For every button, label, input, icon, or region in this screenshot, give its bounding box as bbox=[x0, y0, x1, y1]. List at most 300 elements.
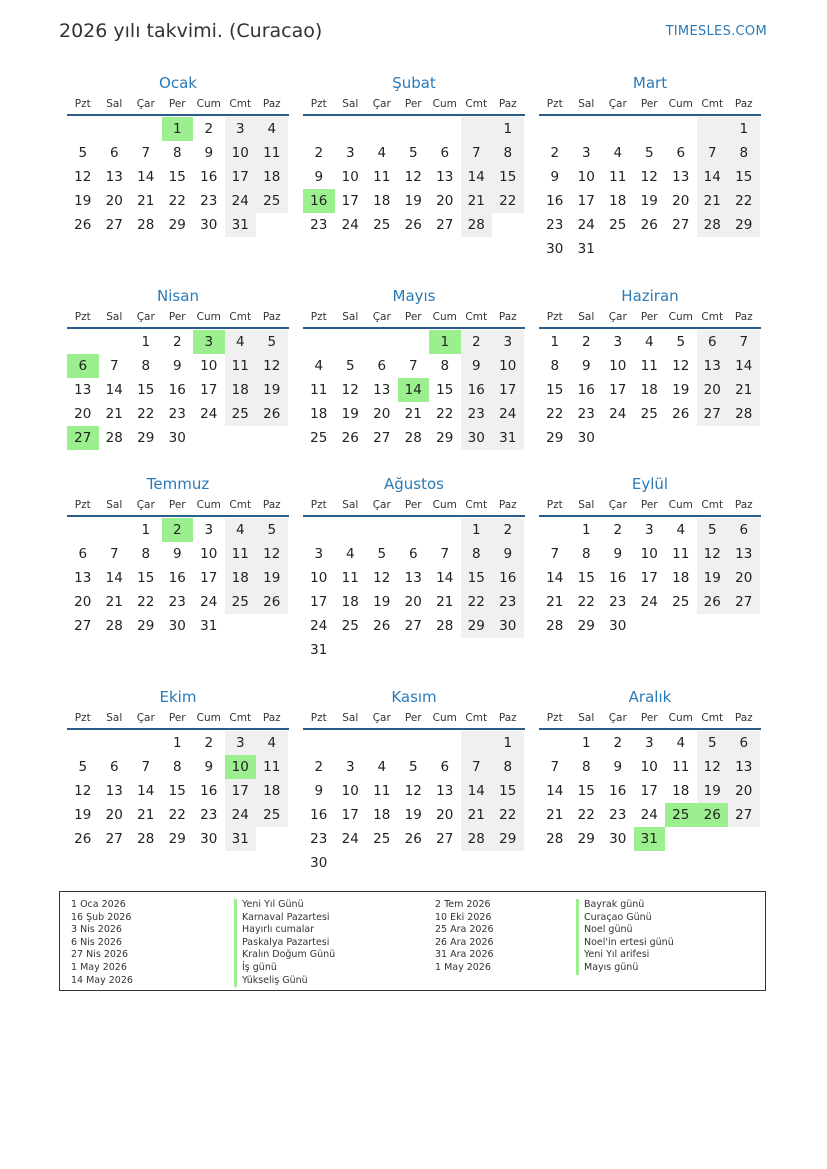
day-cell: 10 bbox=[341, 783, 359, 799]
weekday-label: Sal bbox=[342, 311, 359, 323]
day-cell: 3 bbox=[644, 735, 654, 751]
brand-link[interactable]: TIMESLES.COM bbox=[665, 24, 767, 39]
day-cell: 27 bbox=[436, 217, 454, 233]
day-cell: 28 bbox=[137, 217, 155, 233]
weekday-label: Cum bbox=[668, 98, 693, 110]
day-cell: 4 bbox=[377, 145, 387, 161]
weekday-label: Pzt bbox=[546, 311, 563, 323]
day-cell: 23 bbox=[492, 590, 524, 614]
day-cell: 9 bbox=[172, 546, 182, 562]
day-cell: 27 bbox=[728, 590, 760, 614]
day-cell: 28 bbox=[461, 827, 493, 851]
day-cell: 21 bbox=[404, 406, 422, 422]
day-cell: 19 bbox=[74, 807, 92, 823]
day-cell: 21 bbox=[461, 189, 493, 213]
day-cell: 26 bbox=[640, 217, 658, 233]
month-name: Nisan bbox=[157, 287, 199, 305]
day-cell: 14 bbox=[398, 378, 430, 402]
empty-cell bbox=[461, 731, 493, 755]
weekday-label: Çar bbox=[372, 311, 391, 323]
day-cell: 22 bbox=[728, 189, 760, 213]
day-cell: 22 bbox=[546, 406, 564, 422]
day-cell: 9 bbox=[172, 358, 182, 374]
empty-cell bbox=[429, 117, 461, 141]
day-cell: 23 bbox=[200, 807, 218, 823]
empty-cell bbox=[366, 330, 398, 354]
day-cell: 2 bbox=[204, 735, 214, 751]
empty-cell bbox=[335, 518, 367, 542]
day-cell: 18 bbox=[225, 378, 257, 402]
month-name: Temmuz bbox=[146, 475, 210, 493]
day-cell: 7 bbox=[728, 330, 760, 354]
day-cell: 30 bbox=[577, 430, 595, 446]
day-cell: 9 bbox=[613, 546, 623, 562]
empty-cell bbox=[303, 117, 335, 141]
weekday-label: Cmt bbox=[465, 712, 488, 724]
empty-cell bbox=[665, 117, 697, 141]
day-cell: 23 bbox=[546, 217, 564, 233]
day-cell: 10 bbox=[225, 755, 257, 779]
day-cell: 1 bbox=[492, 731, 524, 755]
day-cell: 29 bbox=[137, 618, 155, 634]
day-cell: 14 bbox=[105, 570, 123, 586]
day-cell: 27 bbox=[105, 831, 123, 847]
empty-cell bbox=[335, 117, 367, 141]
day-cell: 15 bbox=[492, 779, 524, 803]
month-block bbox=[539, 473, 761, 638]
day-cell: 29 bbox=[168, 831, 186, 847]
day-cell: 13 bbox=[728, 542, 760, 566]
day-cell: 14 bbox=[546, 783, 564, 799]
day-cell: 12 bbox=[74, 169, 92, 185]
day-cell: 4 bbox=[225, 330, 257, 354]
empty-cell bbox=[429, 731, 461, 755]
day-cell: 18 bbox=[341, 594, 359, 610]
weekday-header bbox=[67, 307, 289, 329]
weekday-label: Çar bbox=[608, 499, 627, 511]
day-cell: 10 bbox=[200, 358, 218, 374]
day-cell: 5 bbox=[408, 759, 418, 775]
day-cell: 31 bbox=[225, 827, 257, 851]
day-cell: 20 bbox=[105, 193, 123, 209]
day-cell: 5 bbox=[345, 358, 355, 374]
day-cell: 26 bbox=[404, 831, 422, 847]
weekday-header bbox=[303, 94, 525, 116]
empty-cell bbox=[67, 518, 99, 542]
legend-holiday-name: İş günü bbox=[234, 962, 335, 975]
day-cell: 26 bbox=[404, 217, 422, 233]
day-cell: 19 bbox=[256, 378, 288, 402]
day-grid bbox=[539, 330, 761, 450]
day-cell: 14 bbox=[137, 169, 155, 185]
legend-names-col-1 bbox=[234, 899, 335, 987]
day-cell: 13 bbox=[74, 570, 92, 586]
day-cell: 3 bbox=[225, 117, 257, 141]
weekday-label: Paz bbox=[498, 311, 517, 323]
day-cell: 13 bbox=[74, 382, 92, 398]
day-cell: 29 bbox=[577, 831, 595, 847]
weekday-label: Çar bbox=[608, 712, 627, 724]
legend-names-col-2 bbox=[576, 899, 674, 975]
day-cell: 4 bbox=[676, 735, 686, 751]
weekday-label: Pzt bbox=[310, 98, 327, 110]
day-cell: 20 bbox=[74, 406, 92, 422]
day-cell: 25 bbox=[373, 217, 391, 233]
day-cell: 25 bbox=[609, 217, 627, 233]
day-cell: 6 bbox=[377, 358, 387, 374]
weekday-header bbox=[303, 708, 525, 730]
day-cell: 6 bbox=[440, 145, 450, 161]
day-cell: 30 bbox=[200, 217, 218, 233]
day-cell: 1 bbox=[492, 117, 524, 141]
weekday-label: Cum bbox=[432, 311, 457, 323]
day-cell: 3 bbox=[345, 145, 355, 161]
weekday-label: Sal bbox=[106, 499, 123, 511]
day-cell: 27 bbox=[74, 618, 92, 634]
day-cell: 28 bbox=[728, 402, 760, 426]
month-name: Mart bbox=[632, 74, 668, 92]
empty-cell bbox=[130, 117, 162, 141]
legend-holiday-date: 14 May 2026 bbox=[71, 974, 133, 986]
day-cell: 15 bbox=[137, 570, 155, 586]
weekday-label: Sal bbox=[106, 311, 123, 323]
weekday-label: Per bbox=[168, 712, 186, 724]
weekday-label: Sal bbox=[578, 311, 595, 323]
empty-cell bbox=[634, 117, 666, 141]
day-cell: 10 bbox=[225, 141, 257, 165]
day-cell: 11 bbox=[373, 783, 391, 799]
weekday-label: Sal bbox=[106, 712, 123, 724]
weekday-label: Çar bbox=[608, 311, 627, 323]
weekday-label: Cmt bbox=[229, 712, 252, 724]
day-cell: 11 bbox=[373, 169, 391, 185]
weekday-header bbox=[67, 495, 289, 517]
legend-holiday-name: Paskalya Pazartesi bbox=[234, 937, 335, 950]
day-cell: 12 bbox=[74, 783, 92, 799]
day-cell: 28 bbox=[697, 213, 729, 237]
day-cell: 21 bbox=[105, 406, 123, 422]
holiday-legend bbox=[59, 891, 766, 991]
weekday-label: Paz bbox=[262, 712, 281, 724]
day-cell: 7 bbox=[550, 759, 560, 775]
day-cell: 1 bbox=[141, 522, 151, 538]
day-cell: 6 bbox=[408, 546, 418, 562]
empty-cell bbox=[366, 731, 398, 755]
day-cell: 17 bbox=[200, 382, 218, 398]
day-cell: 25 bbox=[341, 618, 359, 634]
day-cell: 17 bbox=[492, 378, 524, 402]
day-cell: 7 bbox=[141, 145, 151, 161]
day-cell: 8 bbox=[728, 141, 760, 165]
day-cell: 8 bbox=[461, 542, 493, 566]
day-cell: 22 bbox=[168, 807, 186, 823]
day-cell: 27 bbox=[697, 402, 729, 426]
day-cell: 23 bbox=[310, 217, 328, 233]
weekday-label: Sal bbox=[578, 712, 595, 724]
day-cell: 11 bbox=[310, 382, 328, 398]
day-cell: 8 bbox=[581, 759, 591, 775]
day-cell: 13 bbox=[728, 755, 760, 779]
day-cell: 27 bbox=[373, 430, 391, 446]
day-grid bbox=[67, 731, 289, 851]
day-cell: 25 bbox=[310, 430, 328, 446]
day-cell: 17 bbox=[640, 783, 658, 799]
weekday-label: Cmt bbox=[465, 311, 488, 323]
legend-holiday-name: Noel günü bbox=[576, 924, 674, 937]
empty-cell bbox=[398, 117, 430, 141]
day-cell: 3 bbox=[225, 731, 257, 755]
day-cell: 13 bbox=[436, 169, 454, 185]
day-cell: 25 bbox=[225, 402, 257, 426]
day-cell: 2 bbox=[550, 145, 560, 161]
page-title: 2026 yılı takvimi. (Curacao) bbox=[59, 20, 323, 42]
day-cell: 4 bbox=[314, 358, 324, 374]
day-cell: 2 bbox=[613, 522, 623, 538]
day-cell: 26 bbox=[672, 406, 690, 422]
day-cell: 10 bbox=[577, 169, 595, 185]
day-cell: 24 bbox=[225, 189, 257, 213]
day-cell: 27 bbox=[672, 217, 690, 233]
weekday-label: Cum bbox=[432, 712, 457, 724]
empty-cell bbox=[461, 117, 493, 141]
day-cell: 16 bbox=[577, 382, 595, 398]
day-cell: 2 bbox=[314, 759, 324, 775]
day-cell: 29 bbox=[492, 827, 524, 851]
weekday-label: Paz bbox=[262, 311, 281, 323]
day-cell: 9 bbox=[314, 169, 324, 185]
day-cell: 8 bbox=[492, 755, 524, 779]
day-cell: 2 bbox=[172, 334, 182, 350]
empty-cell bbox=[366, 117, 398, 141]
day-cell: 13 bbox=[105, 783, 123, 799]
day-cell: 15 bbox=[546, 382, 564, 398]
day-cell: 2 bbox=[613, 735, 623, 751]
day-cell: 23 bbox=[577, 406, 595, 422]
day-cell: 23 bbox=[461, 402, 493, 426]
weekday-label: Paz bbox=[498, 712, 517, 724]
weekday-label: Per bbox=[168, 98, 186, 110]
weekday-label: Pzt bbox=[74, 98, 91, 110]
day-cell: 21 bbox=[137, 807, 155, 823]
day-cell: 16 bbox=[609, 783, 627, 799]
day-cell: 30 bbox=[461, 426, 493, 450]
weekday-label: Sal bbox=[342, 98, 359, 110]
legend-holiday-name: Curaçao Günü bbox=[576, 912, 674, 925]
day-cell: 31 bbox=[492, 426, 524, 450]
day-cell: 27 bbox=[67, 426, 99, 450]
day-cell: 24 bbox=[200, 406, 218, 422]
day-cell: 17 bbox=[310, 594, 328, 610]
legend-holiday-name: Yükseliş Günü bbox=[234, 975, 335, 988]
weekday-label: Sal bbox=[106, 98, 123, 110]
day-cell: 11 bbox=[225, 542, 257, 566]
weekday-label: Cmt bbox=[701, 311, 724, 323]
day-cell: 25 bbox=[256, 803, 288, 827]
day-cell: 14 bbox=[546, 570, 564, 586]
day-cell: 18 bbox=[672, 570, 690, 586]
empty-cell bbox=[99, 731, 131, 755]
legend-holiday-name: Mayıs günü bbox=[576, 962, 674, 975]
month-block bbox=[67, 686, 289, 851]
legend-holiday-name: Hayırlı cumalar bbox=[234, 924, 335, 937]
day-cell: 28 bbox=[546, 831, 564, 847]
day-cell: 11 bbox=[672, 759, 690, 775]
day-cell: 24 bbox=[609, 406, 627, 422]
empty-cell bbox=[335, 731, 367, 755]
empty-cell bbox=[697, 117, 729, 141]
weekday-label: Pzt bbox=[74, 712, 91, 724]
day-cell: 12 bbox=[404, 783, 422, 799]
day-cell: 27 bbox=[404, 618, 422, 634]
day-cell: 7 bbox=[109, 358, 119, 374]
day-cell: 24 bbox=[492, 402, 524, 426]
day-cell: 16 bbox=[168, 570, 186, 586]
day-cell: 15 bbox=[461, 566, 493, 590]
legend-holiday-date: 1 May 2026 bbox=[71, 961, 127, 973]
day-cell: 4 bbox=[225, 518, 257, 542]
day-cell: 20 bbox=[728, 779, 760, 803]
day-cell: 16 bbox=[546, 193, 564, 209]
day-cell: 29 bbox=[461, 614, 493, 638]
day-cell: 11 bbox=[341, 570, 359, 586]
month-name: Ekim bbox=[159, 688, 197, 706]
day-cell: 10 bbox=[492, 354, 524, 378]
day-cell: 27 bbox=[436, 831, 454, 847]
weekday-label: Çar bbox=[136, 311, 155, 323]
day-cell: 31 bbox=[577, 241, 595, 257]
weekday-label: Çar bbox=[136, 98, 155, 110]
day-cell: 18 bbox=[609, 193, 627, 209]
day-cell: 30 bbox=[546, 241, 564, 257]
weekday-label: Paz bbox=[734, 98, 753, 110]
weekday-label: Pzt bbox=[74, 499, 91, 511]
day-cell: 11 bbox=[256, 141, 288, 165]
day-cell: 19 bbox=[341, 406, 359, 422]
day-cell: 7 bbox=[697, 141, 729, 165]
day-cell: 16 bbox=[492, 566, 524, 590]
empty-cell bbox=[99, 518, 131, 542]
weekday-header bbox=[539, 708, 761, 730]
day-cell: 28 bbox=[137, 831, 155, 847]
weekday-label: Per bbox=[640, 499, 658, 511]
day-cell: 7 bbox=[408, 358, 418, 374]
day-cell: 2 bbox=[461, 330, 493, 354]
day-cell: 17 bbox=[609, 382, 627, 398]
month-name: Aralık bbox=[628, 688, 672, 706]
day-cell: 6 bbox=[440, 759, 450, 775]
day-cell: 3 bbox=[345, 759, 355, 775]
day-cell: 16 bbox=[303, 189, 335, 213]
day-cell: 23 bbox=[310, 831, 328, 847]
empty-cell bbox=[398, 731, 430, 755]
day-cell: 11 bbox=[672, 546, 690, 562]
day-cell: 4 bbox=[256, 117, 288, 141]
weekday-label: Pzt bbox=[74, 311, 91, 323]
weekday-label: Çar bbox=[372, 98, 391, 110]
day-cell: 7 bbox=[141, 759, 151, 775]
day-cell: 9 bbox=[613, 759, 623, 775]
empty-cell bbox=[571, 117, 603, 141]
day-cell: 21 bbox=[546, 807, 564, 823]
day-cell: 12 bbox=[256, 354, 288, 378]
weekday-label: Cum bbox=[668, 712, 693, 724]
weekday-label: Cmt bbox=[229, 499, 252, 511]
weekday-label: Cmt bbox=[701, 499, 724, 511]
day-cell: 15 bbox=[577, 570, 595, 586]
day-cell: 5 bbox=[78, 145, 88, 161]
month-block bbox=[539, 285, 761, 450]
day-cell: 19 bbox=[404, 807, 422, 823]
day-cell: 4 bbox=[613, 145, 623, 161]
day-cell: 9 bbox=[204, 145, 214, 161]
weekday-label: Paz bbox=[734, 311, 753, 323]
weekday-label: Cmt bbox=[465, 98, 488, 110]
day-cell: 4 bbox=[377, 759, 387, 775]
day-cell: 26 bbox=[256, 590, 288, 614]
day-cell: 14 bbox=[461, 165, 493, 189]
day-cell: 13 bbox=[105, 169, 123, 185]
day-cell: 26 bbox=[74, 217, 92, 233]
day-cell: 12 bbox=[697, 542, 729, 566]
day-cell: 26 bbox=[373, 618, 391, 634]
day-cell: 22 bbox=[577, 807, 595, 823]
day-cell: 10 bbox=[640, 759, 658, 775]
legend-holiday-name: Bayrak günü bbox=[576, 899, 674, 912]
day-cell: 12 bbox=[640, 169, 658, 185]
day-cell: 30 bbox=[168, 430, 186, 446]
day-cell: 13 bbox=[373, 382, 391, 398]
day-cell: 20 bbox=[436, 193, 454, 209]
day-cell: 25 bbox=[256, 189, 288, 213]
day-cell: 5 bbox=[256, 330, 288, 354]
day-cell: 16 bbox=[200, 783, 218, 799]
weekday-label: Per bbox=[640, 98, 658, 110]
day-cell: 29 bbox=[436, 430, 454, 446]
day-cell: 3 bbox=[204, 522, 214, 538]
weekday-label: Çar bbox=[372, 712, 391, 724]
weekday-label: Cmt bbox=[701, 98, 724, 110]
day-cell: 22 bbox=[137, 406, 155, 422]
weekday-header bbox=[303, 495, 525, 517]
legend-holiday-date: 1 Oca 2026 bbox=[71, 899, 126, 910]
day-cell: 25 bbox=[640, 406, 658, 422]
month-name: Ocak bbox=[159, 74, 197, 92]
weekday-label: Sal bbox=[342, 712, 359, 724]
day-cell: 6 bbox=[676, 145, 686, 161]
day-cell: 5 bbox=[697, 731, 729, 755]
day-cell: 30 bbox=[609, 831, 627, 847]
weekday-label: Sal bbox=[342, 499, 359, 511]
day-cell: 29 bbox=[577, 618, 595, 634]
empty-cell bbox=[539, 731, 571, 755]
empty-cell bbox=[67, 731, 99, 755]
day-cell: 11 bbox=[225, 354, 257, 378]
day-cell: 20 bbox=[697, 378, 729, 402]
day-cell: 2 bbox=[492, 518, 524, 542]
day-cell: 28 bbox=[105, 618, 123, 634]
day-cell: 20 bbox=[436, 807, 454, 823]
weekday-label: Cum bbox=[196, 311, 221, 323]
day-cell: 18 bbox=[373, 807, 391, 823]
day-cell: 1 bbox=[162, 117, 194, 141]
weekday-label: Çar bbox=[136, 499, 155, 511]
day-cell: 13 bbox=[404, 570, 422, 586]
weekday-label: Pzt bbox=[546, 98, 563, 110]
weekday-label: Per bbox=[640, 311, 658, 323]
day-cell: 13 bbox=[697, 354, 729, 378]
day-grid bbox=[303, 731, 525, 875]
day-cell: 6 bbox=[728, 518, 760, 542]
